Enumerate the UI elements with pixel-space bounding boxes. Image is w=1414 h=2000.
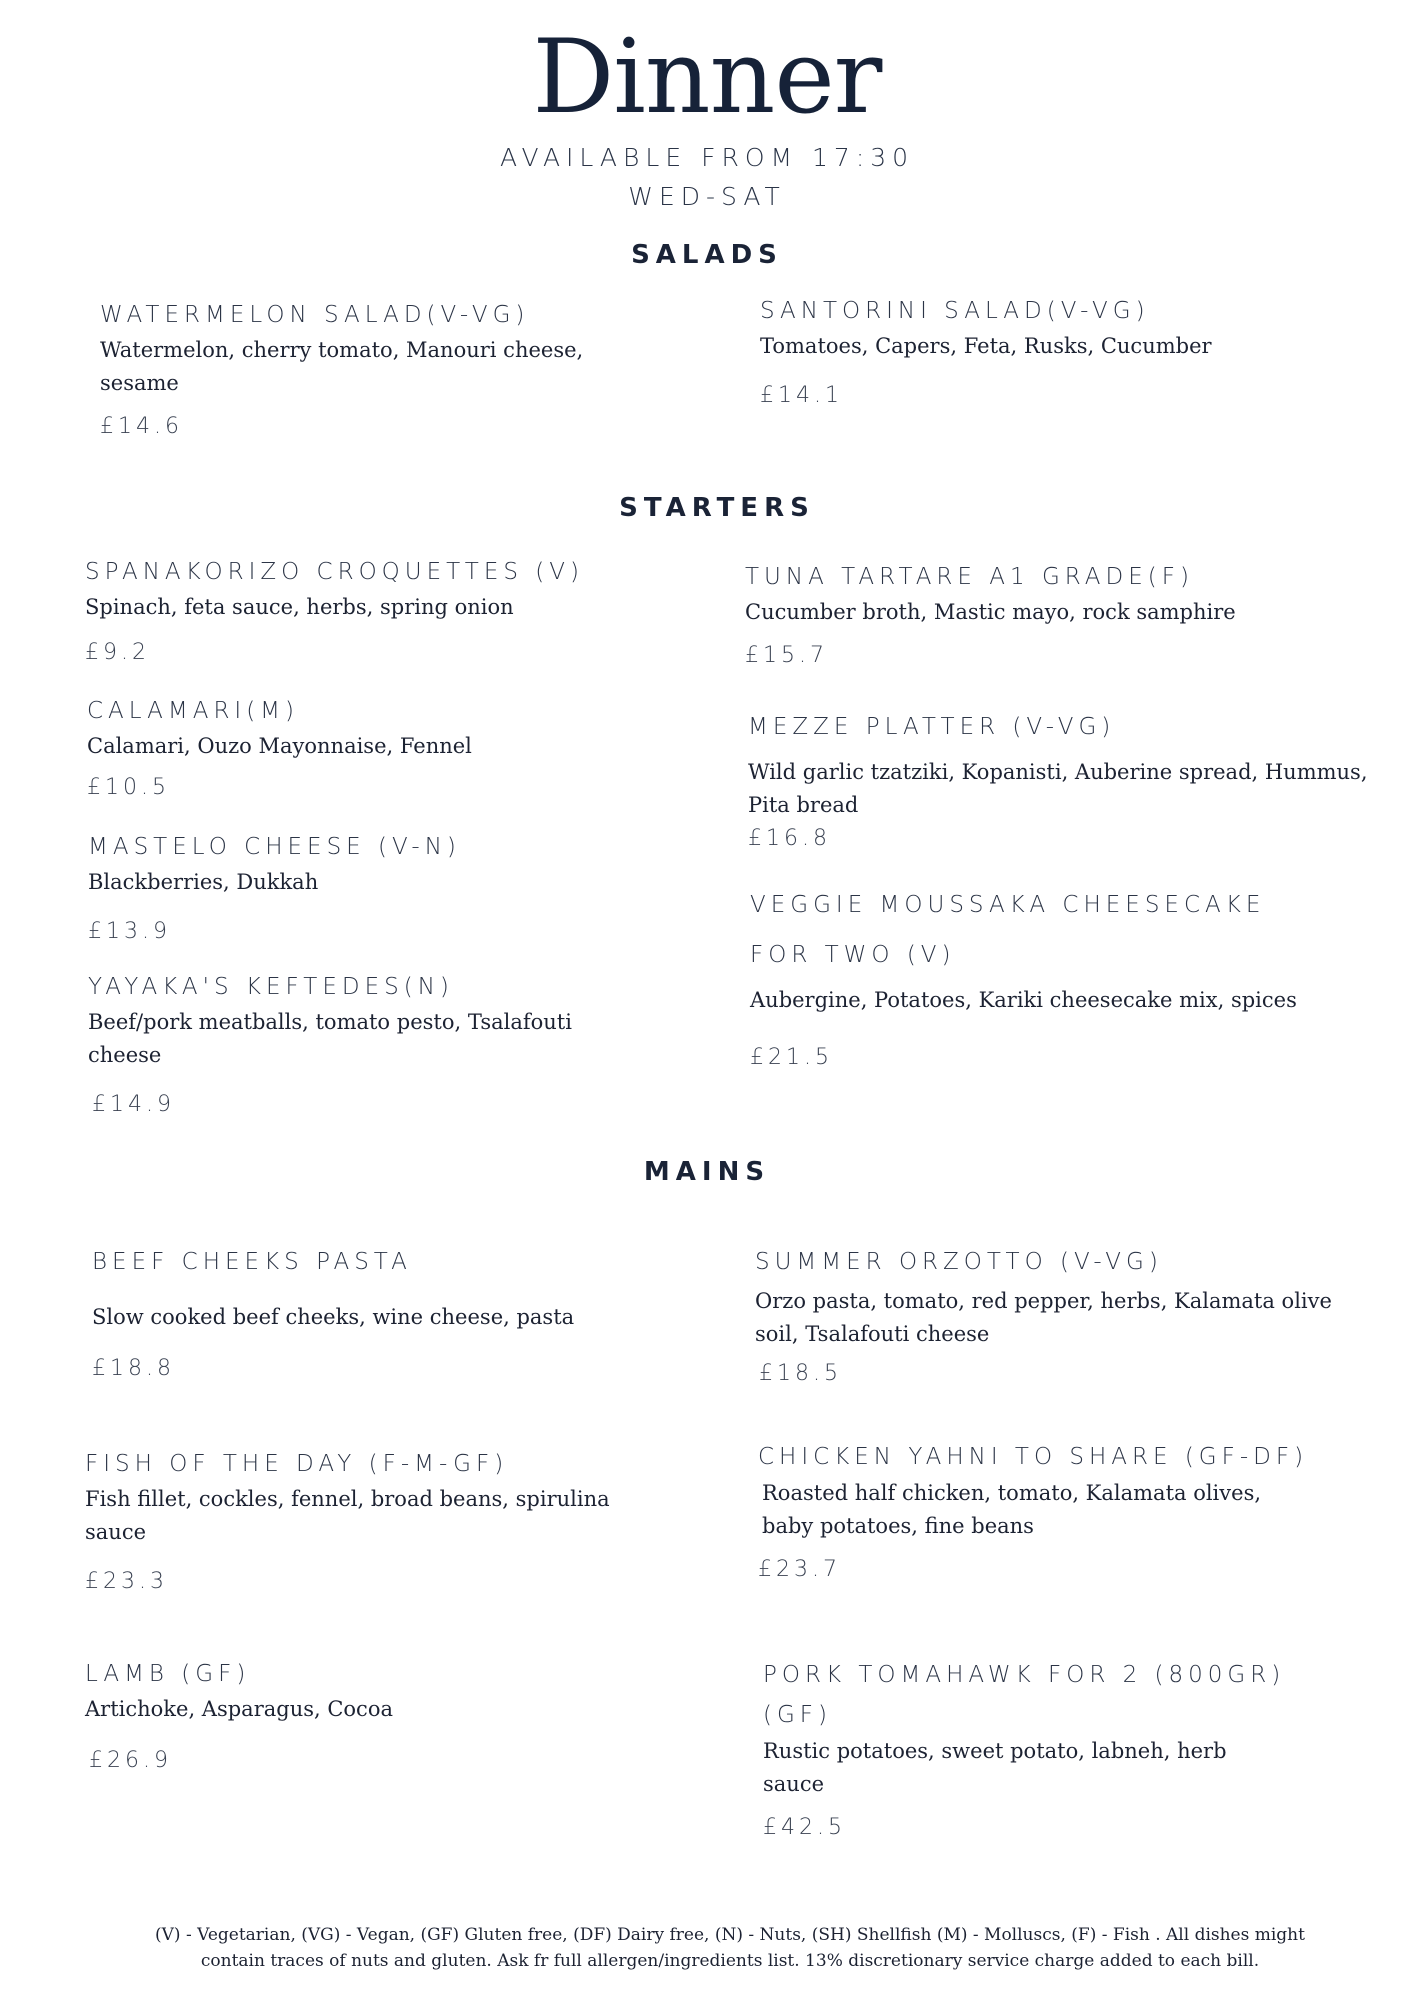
item-price: £26.9: [89, 1748, 172, 1773]
item-name: SPANAKORIZO CROQUETTES (V): [85, 559, 584, 585]
item-name: BEEF CHEEKS PASTA: [92, 1249, 412, 1275]
item-description: Tomatoes, Capers, Feta, Rusks, Cucumber: [760, 334, 1212, 358]
item-name: MEZZE PLATTER (V-VG): [748, 714, 1116, 740]
item-name: SANTORINI SALAD(V-VG): [760, 298, 1150, 324]
item-name: TUNA TARTARE A1 GRADE(F): [745, 564, 1194, 590]
menu-item-lamb: [85, 1655, 655, 1773]
item-price: £21.5: [750, 1045, 833, 1070]
item-description: Wild garlic tzatziki, Kopanisti, Auberine spread, Hummus, Pita bread: [748, 760, 1368, 817]
menu-item-yayakas-keftedes: [88, 968, 658, 1117]
item-price: £13.9: [88, 919, 171, 944]
availability-days: WED-SAT: [628, 182, 786, 211]
item-name: LAMB (GF): [85, 1661, 251, 1687]
item-name: MASTELO CHEESE (V-N): [88, 834, 461, 860]
item-description: Spinach, feta sauce, herbs, spring onion: [85, 595, 514, 619]
item-description: Fish fillet, cockles, fennel, broad beans, spirulina sauce: [85, 1487, 610, 1544]
item-price: £14.6: [100, 414, 183, 439]
availability-time: AVAILABLE FROM 17:30: [499, 143, 915, 172]
menu-item-spanakorizo-croquettes: [85, 553, 695, 665]
menu-item-fish-of-the-day: [85, 1445, 685, 1594]
item-name: CHICKEN YAHNI TO SHARE (GF-DF): [758, 1444, 1309, 1470]
menu-item-veggie-moussaka-cheesecake: [750, 880, 1310, 1070]
item-price: £23.7: [758, 1557, 841, 1582]
menu-item-mezze-platter: [748, 708, 1378, 851]
item-description: Watermelon, cherry tomato, Manouri cheese, sesame: [100, 338, 584, 395]
item-price: £15.7: [745, 643, 828, 668]
item-price: £23.3: [85, 1569, 168, 1594]
item-description: Cucumber broth, Mastic mayo, rock samphire: [745, 600, 1236, 624]
item-price: £9.2: [85, 640, 150, 665]
item-name: PORK TOMAHAWK FOR 2 (800GR) (GF): [763, 1662, 1286, 1728]
item-description: Orzo pasta, tomato, red pepper, herbs, Kalamata olive soil, Tsalafouti cheese: [755, 1289, 1332, 1346]
section-title-mains: MAINS: [643, 1157, 771, 1187]
item-price: £18.8: [92, 1356, 175, 1381]
menu-item-mastelo-cheese: [88, 828, 658, 944]
item-price: £42.5: [763, 1815, 846, 1840]
item-name: WATERMELON SALAD(V-VG): [100, 302, 530, 328]
item-price: £10.5: [87, 775, 170, 800]
item-description: Calamari, Ouzo Mayonnaise, Fennel: [87, 734, 472, 758]
menu-item-chicken-yahni: [758, 1437, 1318, 1582]
menu-item-calamari: [87, 692, 657, 800]
allergen-footnote: [150, 1922, 1310, 1974]
item-price: £14.9: [92, 1092, 175, 1117]
item-description: Roasted half chicken, tomato, Kalamata olives, baby potatoes, fine beans: [762, 1481, 1262, 1538]
item-description: Artichoke, Asparagus, Cocoa: [85, 1697, 393, 1721]
item-description: Slow cooked beef cheeks, wine cheese, pasta: [92, 1305, 575, 1329]
item-name: FISH OF THE DAY (F-M-GF): [85, 1451, 509, 1477]
section-title-salads: SALADS: [631, 240, 783, 270]
item-price: £14.1: [760, 383, 843, 408]
menu-item-watermelon-salad: [100, 296, 670, 439]
item-price: £16.8: [748, 826, 831, 851]
section-title-starters: STARTERS: [619, 493, 815, 523]
footnote-line-1: (V) - Vegetarian, (VG) - Vegan, (GF) Gluten free, (DF) Dairy free, (N) - Nuts, (SH) Shellfish (M) - Molluscs, (F) - Fish . All dishes might: [155, 1925, 1305, 1945]
footnote-line-2: contain traces of nuts and gluten. Ask fr full allergen/ingredients list. 13% discretionary service charge added to each bill.: [200, 1951, 1260, 1971]
item-description: Blackberries, Dukkah: [88, 870, 319, 894]
item-description: Rustic potatoes, sweet potato, labneh, herb sauce: [763, 1739, 1227, 1796]
item-name: SUMMER ORZOTTO (V-VG): [755, 1249, 1163, 1275]
menu-title: Dinner: [532, 18, 882, 137]
item-name: CALAMARI(M): [87, 698, 300, 724]
menu-item-pork-tomahawk: [763, 1655, 1293, 1840]
menu-item-beef-cheeks-pasta: [92, 1243, 662, 1381]
item-name: VEGGIE MOUSSAKA CHEESECAKE FOR TWO (V): [750, 892, 1266, 968]
menu-item-tuna-tartare: [745, 558, 1315, 668]
menu-item-santorini-salad: [760, 292, 1330, 408]
menu-item-summer-orzotto: [755, 1243, 1355, 1386]
item-price: £18.5: [759, 1361, 842, 1386]
item-description: Beef/pork meatballs, tomato pesto, Tsalafouti cheese: [88, 1010, 572, 1067]
item-name: YAYAKA'S KEFTEDES(N): [88, 974, 454, 1000]
item-description: Aubergine, Potatoes, Kariki cheesecake mix, spices: [750, 988, 1297, 1012]
